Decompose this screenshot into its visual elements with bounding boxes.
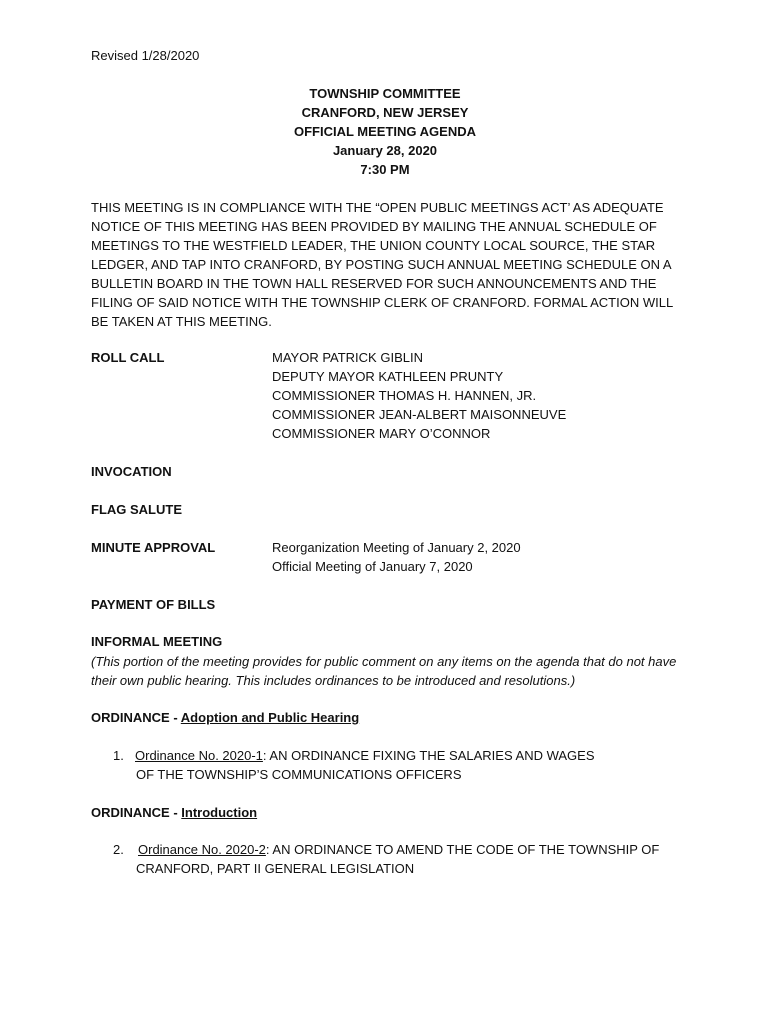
item-number: 1. bbox=[113, 748, 124, 763]
ordinance-2020-1-link[interactable]: Ordinance No. 2020-1 bbox=[135, 748, 263, 763]
member-commissioner-hannen: COMMISSIONER THOMAS H. HANNEN, JR. bbox=[272, 388, 537, 403]
ordinance-item-2 bbox=[113, 840, 683, 878]
ordinance-2020-2-text-cont: CRANFORD, PART II GENERAL LEGISLATION bbox=[136, 861, 415, 876]
roll-call-label: ROLL CALL bbox=[91, 350, 165, 365]
header-agenda-title: OFFICIAL MEETING AGENDA bbox=[294, 124, 476, 139]
header-date: January 28, 2020 bbox=[332, 143, 438, 158]
ordinance-2020-1-text-cont: OF THE TOWNSHIP’S COMMUNICATIONS OFFICERS bbox=[136, 767, 462, 782]
informal-meeting-label: INFORMAL MEETING bbox=[91, 634, 223, 649]
ordinance-2020-2-text: : AN ORDINANCE TO AMEND THE CODE OF THE TOWNSHIP OF bbox=[265, 842, 660, 857]
member-mayor: MAYOR PATRICK GIBLIN bbox=[272, 350, 423, 365]
member-commissioner-maisonneuve: COMMISSIONER JEAN-ALBERT MAISONNEUVE bbox=[272, 407, 567, 422]
informal-meeting-note: (This portion of the meeting provides for public comment on any items on the agenda that do not have their own public hearing. This includes ordinances to be introduced and resolutions.) bbox=[91, 654, 677, 688]
minutes-official: Official Meeting of January 7, 2020 bbox=[272, 559, 473, 574]
ordinance-intro-title: Introduction bbox=[181, 805, 258, 820]
ordinance-adoption-heading bbox=[91, 708, 359, 727]
ordinance-item-1 bbox=[113, 746, 683, 784]
minute-approval-items bbox=[272, 538, 521, 576]
member-commissioner-oconnor: COMMISSIONER MARY O’CONNOR bbox=[272, 426, 491, 441]
compliance-notice: THIS MEETING IS IN COMPLIANCE WITH THE “OPEN PUBLIC MEETINGS ACT’ AS ADEQUATE NOTICE OF THIS MEETING HAS BEEN PROVIDED BY MAILING THE ANNUAL SCHEDULE OF MEETINGS TO THE WESTFIELD LEADER, THE UNION COUNTY LOCAL SOURCE, THE STAR LEDGER, AND TAP INTO CRANFORD, BY POSTING SUCH ANNUAL MEETING SCHEDULE ON A BULLETIN BOARD IN THE TOWN HALL RESERVED FOR SUCH ANNOUNCEMENTS AND THE FILING OF SAID NOTICE WITH THE TOWNSHIP CLERK OF CRANFORD. FORMAL ACTION WILL BE TAKEN AT THIS MEETING. bbox=[91, 200, 673, 329]
ordinance-intro-heading bbox=[91, 803, 257, 822]
revised-date: Revised 1/28/2020 bbox=[91, 48, 200, 63]
ordinance-2020-2-link[interactable]: Ordinance No. 2020-2 bbox=[138, 842, 266, 857]
member-deputy-mayor: DEPUTY MAYOR KATHLEEN PRUNTY bbox=[272, 369, 504, 384]
ordinance-2020-1-text: : AN ORDINANCE FIXING THE SALARIES AND WAGES bbox=[262, 748, 595, 763]
flag-salute-label: FLAG SALUTE bbox=[91, 502, 182, 517]
header-committee: TOWNSHIP COMMITTEE bbox=[309, 86, 461, 101]
ordinance-adoption-prefix: ORDINANCE - bbox=[91, 710, 181, 725]
agenda-header bbox=[0, 84, 770, 179]
ordinance-adoption-title: Adoption and Public Hearing bbox=[180, 710, 360, 725]
header-location: CRANFORD, NEW JERSEY bbox=[301, 105, 469, 120]
payment-of-bills-label: PAYMENT OF BILLS bbox=[91, 597, 216, 612]
minutes-reorganization: Reorganization Meeting of January 2, 2020 bbox=[272, 540, 521, 555]
roll-call-members bbox=[272, 348, 566, 443]
item-number: 2. bbox=[113, 842, 124, 857]
invocation-label: INVOCATION bbox=[91, 464, 172, 479]
ordinance-intro-prefix: ORDINANCE - bbox=[91, 805, 182, 820]
minute-approval-label: MINUTE APPROVAL bbox=[91, 540, 216, 555]
header-time: 7:30 PM bbox=[360, 162, 410, 177]
